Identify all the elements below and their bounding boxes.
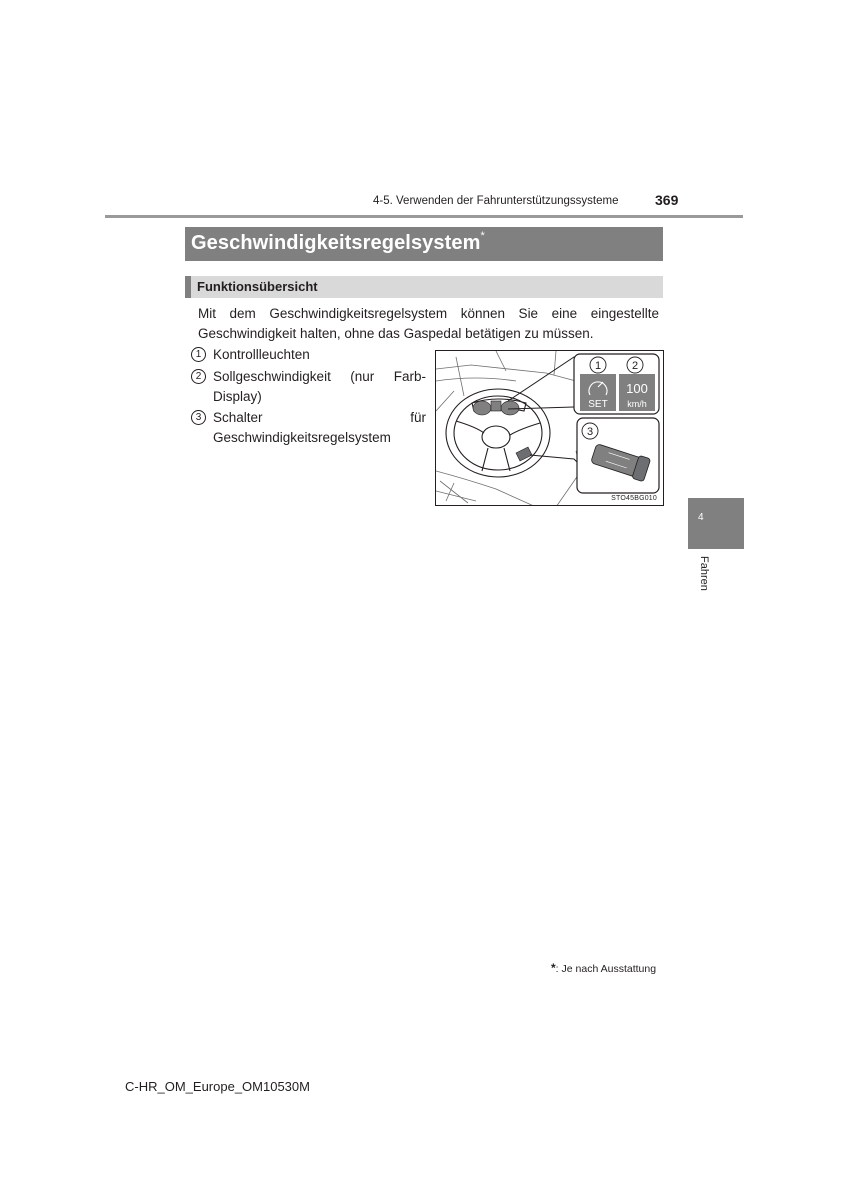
legend-item-3 <box>191 408 426 448</box>
circled-number-3: 3 <box>191 410 206 425</box>
header-rule <box>105 215 743 218</box>
legend-label-3: Schalter für Geschwindigkeitsregelsystem <box>213 410 426 445</box>
chapter-number: 4 <box>698 512 704 523</box>
chapter-label: Fahren <box>698 556 710 591</box>
figure-callout-3: 3 <box>586 426 594 438</box>
legend-item-1 <box>191 345 426 365</box>
dashboard-illustration <box>436 351 664 506</box>
document-code: C-HR_OM_Europe_OM10530M <box>125 1079 310 1094</box>
section-title <box>191 232 485 255</box>
footnote-mark: * <box>551 961 556 975</box>
figure-callout-2: 2 <box>631 360 639 372</box>
chapter-tab[interactable] <box>688 498 744 549</box>
set-speed-unit: km/h <box>627 399 647 409</box>
figure-code: STO45BG010 <box>611 495 657 502</box>
circled-number-1: 1 <box>191 347 206 362</box>
section-title-bar <box>185 227 663 261</box>
circled-number-2: 2 <box>191 369 206 384</box>
footnote <box>551 961 656 975</box>
set-speed-value: 100 <box>626 381 648 396</box>
section-title-text: Geschwindigkeitsregelsystem <box>191 232 481 254</box>
subsection-bar <box>185 276 663 298</box>
cruise-control-figure <box>435 350 664 506</box>
subsection-accent <box>185 276 191 298</box>
legend-label-1: Kontrollleuchten <box>213 347 310 362</box>
figure-callout-1: 1 <box>594 360 602 372</box>
asterisk-mark: * <box>480 230 485 242</box>
intro-paragraph: Mit dem Geschwindigkeitsregelsystem können Sie eine eingestellte Geschwindigkeit halten, ohne das Gaspedal betätigen zu müssen. <box>198 306 659 341</box>
footnote-text: : Je nach Ausstattung <box>555 963 657 975</box>
subsection-title: Funktionsübersicht <box>197 279 318 294</box>
page-number: 369 <box>655 192 679 208</box>
running-header-section: 4-5. Verwenden der Fahrunterstützungssysteme <box>373 195 619 207</box>
legend-item-2 <box>191 367 426 407</box>
legend-label-2: Sollgeschwindigkeit (nur Farb-Display) <box>213 369 426 404</box>
set-indicator-text: SET <box>588 399 608 410</box>
